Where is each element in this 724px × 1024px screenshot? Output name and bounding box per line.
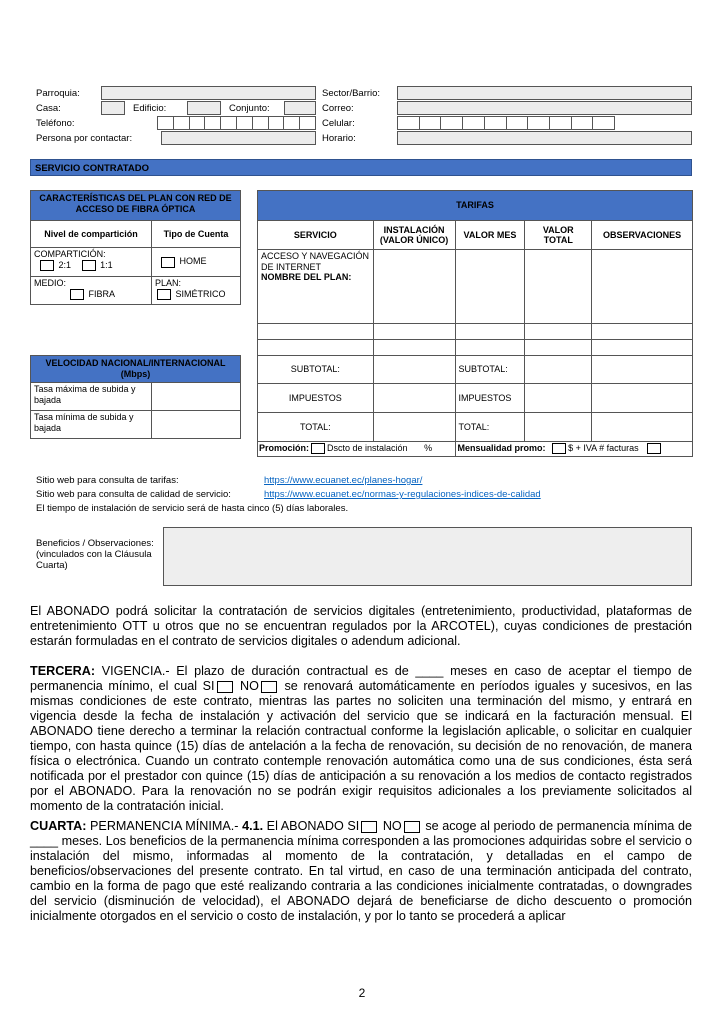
mensualidad-cell: [455, 442, 692, 457]
medio-label: MEDIO:: [34, 278, 67, 288]
empty-row-cell: [592, 340, 693, 356]
home-label: HOME: [179, 256, 207, 267]
subtotal-label-right: SUBTOTAL:: [455, 356, 525, 384]
ratio-2-1-checkbox[interactable]: [40, 260, 54, 271]
velocidad-table: [30, 355, 241, 439]
empty-row-cell: [525, 340, 592, 356]
servicios-digitales-paragraph: El ABONADO podrá solicitar la contratación de servicios digitales (entretenimiento, productividad, plataformas de entretenimiento OTT u otros que no se encuentran regulados por la ARCOTEL), cuyas condiciones de prestación estarán formuladas en el contrato de servicios digitales o adendum adicional.: [30, 604, 692, 648]
tercera-no-checkbox[interactable]: [261, 681, 277, 693]
impuestos-obs: [592, 384, 693, 413]
edificio-label: Edificio:: [133, 103, 167, 114]
total-value-left[interactable]: [373, 413, 455, 442]
tarifas-title: TARIFAS: [258, 191, 693, 221]
dscto-label: Dscto de instalación: [327, 443, 408, 453]
plan-label: PLAN:: [155, 278, 182, 288]
fibra-label: FIBRA: [88, 288, 116, 299]
tarifas-col-valor-mes: VALOR MES: [455, 221, 525, 250]
celular-label: Celular:: [322, 118, 355, 129]
impuestos-label-left: IMPUESTOS: [258, 384, 374, 413]
cuarta-text-c: NO: [379, 819, 402, 833]
web-calidad-label: Sitio web para consulta de calidad de servicio:: [36, 489, 231, 500]
parroquia-field[interactable]: [101, 86, 316, 100]
beneficios-field[interactable]: [163, 527, 692, 586]
servicio-acceso-cell: [258, 250, 374, 324]
home-checkbox[interactable]: [161, 257, 175, 268]
page-number: 2: [358, 986, 366, 1000]
empty-row-cell: [373, 324, 455, 340]
web-tarifas-label: Sitio web para consulta de tarifas:: [36, 475, 179, 486]
sector-field[interactable]: [397, 86, 692, 100]
sector-label: Sector/Barrio:: [322, 88, 381, 99]
empty-row-cell: [258, 340, 374, 356]
instalacion-value[interactable]: [373, 250, 455, 324]
casa-label: Casa:: [36, 103, 61, 114]
cuarta-paragraph: [30, 819, 692, 924]
comparticion-cell: [31, 248, 152, 277]
tercera-text-b: NO: [234, 679, 259, 693]
web-tarifas-link[interactable]: https://www.ecuanet.ec/planes-hogar/: [264, 475, 423, 486]
velocidad-title: VELOCIDAD NACIONAL/INTERNACIONAL (Mbps): [31, 356, 241, 383]
velocidad-min-label: Tasa mínima de subida y bajada: [31, 411, 152, 439]
ratio-2-1-label: 2:1: [58, 259, 72, 270]
promocion-cell: [258, 442, 456, 457]
total-label-left: TOTAL:: [258, 413, 374, 442]
celular-field[interactable]: [397, 116, 615, 130]
horario-label: Horario:: [322, 133, 356, 144]
ratio-1-1-checkbox[interactable]: [82, 260, 96, 271]
ratio-1-1-label: 1:1: [100, 259, 113, 270]
mensualidad-label: Mensualidad promo:: [457, 443, 546, 453]
subtotal-obs: [592, 356, 693, 384]
horario-field[interactable]: [397, 131, 692, 145]
empty-row-cell: [373, 340, 455, 356]
correo-label: Correo:: [322, 103, 354, 114]
correo-field[interactable]: [397, 101, 692, 115]
plan-col-tipo: Tipo de Cuenta: [152, 221, 241, 248]
subtotal-value-left[interactable]: [373, 356, 455, 384]
casa-field[interactable]: [101, 101, 125, 115]
tarifas-col-instalacion: INSTALACIÓN (VALOR ÚNICO): [373, 221, 455, 250]
valor-total-value[interactable]: [525, 250, 592, 324]
tercera-title: TERCERA:: [30, 664, 96, 678]
conjunto-label: Conjunto:: [229, 103, 270, 114]
web-calidad-link[interactable]: https://www.ecuanet.ec/normas-y-regulaciones-indices-de-calidad: [264, 489, 541, 500]
persona-label: Persona por contactar:: [36, 133, 133, 144]
beneficios-label: Beneficios / Observaciones: (vinculados con la Cláusula Cuarta): [36, 538, 154, 571]
velocidad-max-value[interactable]: [152, 383, 241, 411]
empty-row-cell: [455, 324, 525, 340]
empty-row-cell: [525, 324, 592, 340]
mensualidad-checkbox[interactable]: [552, 443, 566, 454]
cuarta-number: 4.1.: [242, 819, 264, 833]
tarifas-table: [257, 190, 693, 457]
facturas-checkbox[interactable]: [647, 443, 661, 454]
edificio-field[interactable]: [187, 101, 221, 115]
percent-label: %: [424, 443, 433, 453]
tarifas-col-observaciones: OBSERVACIONES: [592, 221, 693, 250]
tercera-text-a: VIGENCIA.- El plazo de duración contractual es de ____ meses en caso de aceptar el tiempo de permanencia mínimo, el cual SI: [30, 664, 692, 693]
instalacion-note: El tiempo de instalación de servicio será de hasta cinco (5) días laborales.: [36, 503, 349, 514]
cuarta-text-a: PERMANENCIA MÍNIMA.-: [86, 819, 243, 833]
subtotal-value-right[interactable]: [525, 356, 592, 384]
plan-cell: [152, 277, 241, 305]
promocion-label: Promoción:: [259, 443, 310, 453]
empty-row-cell: [592, 324, 693, 340]
velocidad-min-value[interactable]: [152, 411, 241, 439]
total-label-right: TOTAL:: [455, 413, 525, 442]
subtotal-label-left: SUBTOTAL:: [258, 356, 374, 384]
total-obs: [592, 413, 693, 442]
persona-field[interactable]: [161, 131, 316, 145]
simetrico-checkbox[interactable]: [157, 289, 171, 300]
servicio-contratado-header: SERVICIO CONTRATADO: [30, 159, 692, 176]
iva-label: $ + IVA # facturas: [568, 443, 639, 453]
valor-mes-value[interactable]: [455, 250, 525, 324]
cuarta-title: CUARTA:: [30, 819, 87, 833]
parroquia-label: Parroquia:: [36, 88, 80, 99]
conjunto-field[interactable]: [284, 101, 316, 115]
cuarta-text-d: se acoge al periodo de permanencia mínima de ____ meses. Los beneficios de la permanencia mínima corresponden a las promociones adquiridas sobre el servicio o instalación del mismo, informadas al momento de la contratación, y detalladas en el campo de beneficios/observaciones del presente contrato. En tal virtud, en caso de una terminación anticipada del contrato, cambio en la forma de pago que esté realizando contraria a las condiciones inicialmente contratadas, o downgrades del servicio (disminución de velocidad), el ABONADO dejará de beneficiarse de dicho descuento o promoción inicialmente otorgados en el servicio o costo de instalación, y por lo tanto se procederá a aplicar: [30, 819, 693, 923]
observaciones-value[interactable]: [592, 250, 693, 324]
fibra-checkbox[interactable]: [70, 289, 84, 300]
cuarta-no-checkbox[interactable]: [404, 821, 420, 833]
plan-title: CARACTERÍSTICAS DEL PLAN CON RED DE ACCESO DE FIBRA ÓPTICA: [31, 191, 241, 221]
tercera-si-checkbox[interactable]: [217, 681, 233, 693]
tarifas-col-servicio: SERVICIO: [258, 221, 374, 250]
empty-row-cell: [455, 340, 525, 356]
promocion-checkbox[interactable]: [311, 443, 325, 454]
velocidad-max-label: Tasa máxima de subida y bajada: [31, 383, 152, 411]
cuarta-si-checkbox[interactable]: [361, 821, 377, 833]
servicio-acceso-label: ACCESO Y NAVEGACIÓN DE INTERNET: [261, 251, 370, 272]
total-value-right[interactable]: [525, 413, 592, 442]
telefono-label: Teléfono:: [36, 118, 75, 129]
comparticion-label: COMPARTICIÓN:: [34, 249, 106, 259]
impuestos-value-right[interactable]: [525, 384, 592, 413]
tercera-paragraph: [30, 664, 692, 814]
medio-cell: [31, 277, 152, 305]
telefono-field[interactable]: [157, 116, 316, 130]
nombre-plan-label: NOMBRE DEL PLAN:: [261, 272, 352, 282]
tercera-text-c: se renovará automáticamente en períodos iguales y sucesivos, en las mismas condiciones de este contrato, mientras las partes no soliciten una terminación del mismo, y entrará en vigencia desde la fecha de instalación y activación del servicio que se indicará en la facturación mensual. El ABONADO tiene derecho a terminar la relación contractual conforme la legislación aplicable, o solicitar en cualquier tiempo, con hasta quince (15) días de antelación a la fecha de renovación, su decisión de no renovación, de manera física o electrónica. Cuando un contrato contemple renovación automática como una de sus condiciones, ésta será notificada por el prestador con quince (15) días de anticipación a su renovación a los medios de contacto registrados por el ABONADO. Para la renovación no se podrán exigir requisitos adicionales a los previamente solicitados al momento de la contratación inicial.: [30, 679, 692, 813]
plan-table: [30, 190, 241, 305]
tarifas-col-valor-total: VALOR TOTAL: [525, 221, 592, 250]
empty-row-cell: [258, 324, 374, 340]
impuestos-value-left[interactable]: [373, 384, 455, 413]
impuestos-label-right: IMPUESTOS: [455, 384, 525, 413]
cuarta-text-b: El ABONADO SI: [263, 819, 360, 833]
home-cell: [152, 248, 241, 277]
plan-col-comparticion: Nivel de compartición: [31, 221, 152, 248]
simetrico-label: SIMÉTRICO: [175, 288, 226, 299]
